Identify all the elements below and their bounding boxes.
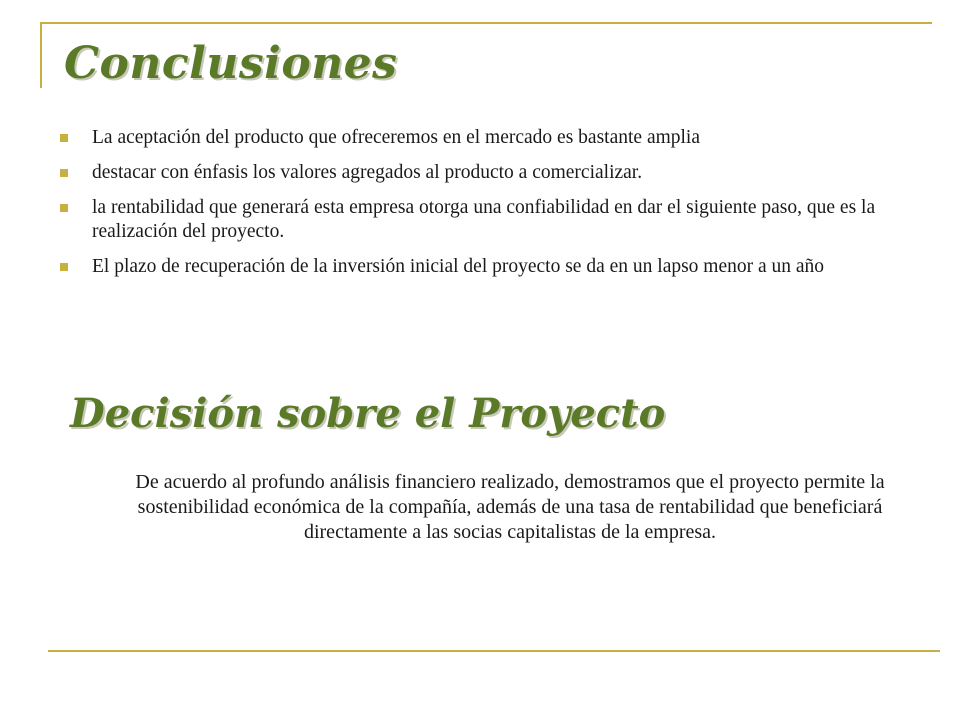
- list-item: [60, 196, 880, 244]
- conclusions-list: [60, 126, 880, 290]
- list-item-text: destacar con énfasis los valores agregados al producto a comercializar.: [92, 162, 643, 183]
- slide-title: Conclusiones: [64, 38, 398, 89]
- list-item: [60, 161, 880, 185]
- list-item-text: El plazo de recuperación de la inversión inicial del proyecto se da en un lapso menor a un año: [92, 256, 825, 277]
- square-bullet-icon: [60, 204, 68, 212]
- top-border-line: [40, 22, 932, 24]
- bottom-border-line: [48, 650, 940, 652]
- list-item: [60, 126, 880, 150]
- list-item-text: La aceptación del producto que ofreceremos en el mercado es bastante amplia: [92, 127, 701, 148]
- square-bullet-icon: [60, 169, 68, 177]
- decision-paragraph: De acuerdo al profundo análisis financiero realizado, demostramos que el proyecto permite la sostenibilidad económica de la compañía, además de una tasa de rentabilidad que beneficiará directamente a las socias capitalistas de la empresa.: [135, 471, 885, 543]
- left-border-line: [40, 22, 42, 88]
- square-bullet-icon: [60, 263, 68, 271]
- list-item-text: la rentabilidad que generará esta empresa otorga una confiabilidad en dar el siguiente paso, que es la realización del proyecto.: [92, 197, 876, 242]
- list-item: [60, 255, 880, 279]
- square-bullet-icon: [60, 134, 68, 142]
- section-title: Decisión sobre el Proyecto: [70, 390, 666, 437]
